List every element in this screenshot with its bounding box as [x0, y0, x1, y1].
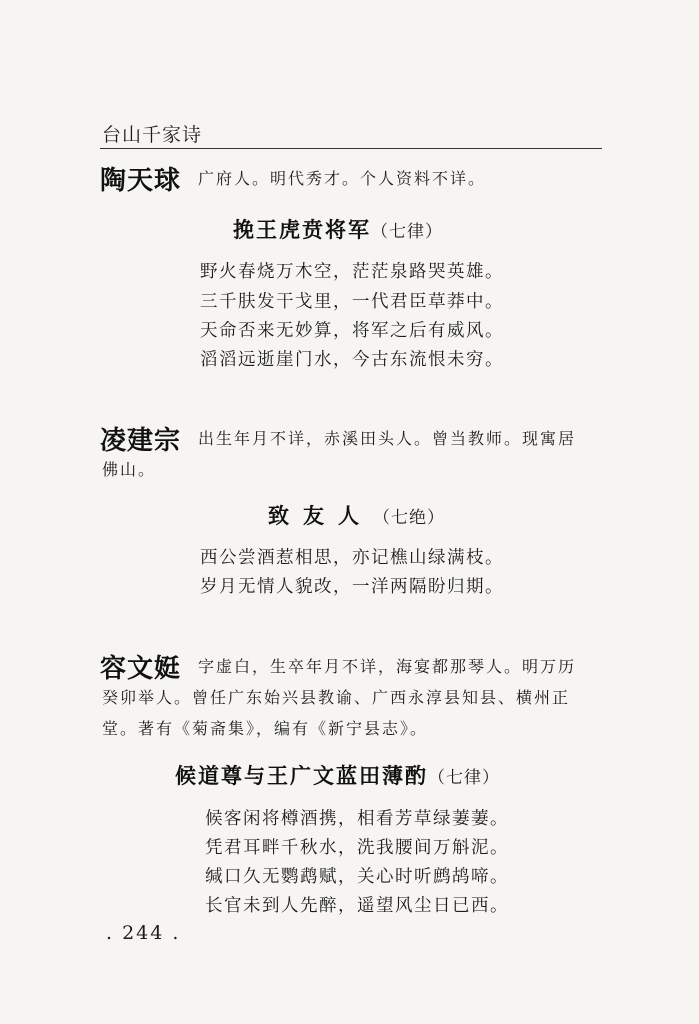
poem-title: 候道尊与王广文蓝田薄酌	[175, 764, 428, 788]
poem-form: （七律）	[371, 222, 443, 242]
poem-heading	[233, 214, 443, 244]
poem-line: 三千肤发干戈里，一代君臣草莽中。	[200, 292, 504, 312]
author-bio: 佛山。	[102, 460, 157, 479]
running-header: 台山千家诗	[102, 124, 203, 146]
author-bio: 出生年月不详，赤溪田头人。曾当教师。现寓居	[198, 429, 577, 448]
poem-line: 野火春烧万木空，茫茫泉路哭英雄。	[200, 262, 504, 282]
poem-title: 致友人	[268, 504, 373, 528]
poem-line: 西公尝酒惹相思，亦记樵山绿满枝。	[200, 548, 504, 568]
author-bio: 堂。著有《菊斋集》，编有《新宁县志》。	[102, 719, 429, 738]
poem-title: 挽王虎贲将军	[233, 218, 371, 242]
poem-line: 岁月无情人貌改，一洋两隔盼归期。	[200, 577, 504, 597]
poem-line: 候客闲将樽酒携，相看芳草绿萋萋。	[205, 809, 509, 829]
poem-form: （七绝）	[373, 508, 445, 528]
poem-heading	[175, 760, 500, 790]
page-number: . 244 .	[106, 922, 181, 944]
author-bio: 癸卯举人。曾任广东始兴县教谕、广西永淳县知县、横州正	[102, 688, 571, 707]
poem-form: （七律）	[428, 768, 500, 788]
poem-line: 天命否来无妙算，将军之后有威风。	[200, 321, 504, 341]
author-name: 陶天球	[100, 166, 182, 196]
poem-line: 缄口久无鹦鹉赋，关心时听鹧鸪啼。	[205, 867, 509, 887]
header-rule	[100, 148, 602, 149]
author-bio: 字虚白，生卒年月不详，海宴都那琴人。明万历	[198, 657, 577, 676]
poem-line: 滔滔远逝崖门水，今古东流恨未穷。	[200, 350, 504, 370]
author-name: 容文娗	[100, 654, 182, 684]
poem-line: 长官未到人先醉，遥望风尘日已西。	[205, 896, 509, 916]
poem-heading	[268, 500, 445, 530]
author-name: 凌建宗	[100, 426, 182, 456]
author-bio: 广府人。明代秀才。个人资料不详。	[198, 169, 487, 188]
poem-line: 凭君耳畔千秋水，洗我腰间万斛泥。	[205, 838, 509, 858]
